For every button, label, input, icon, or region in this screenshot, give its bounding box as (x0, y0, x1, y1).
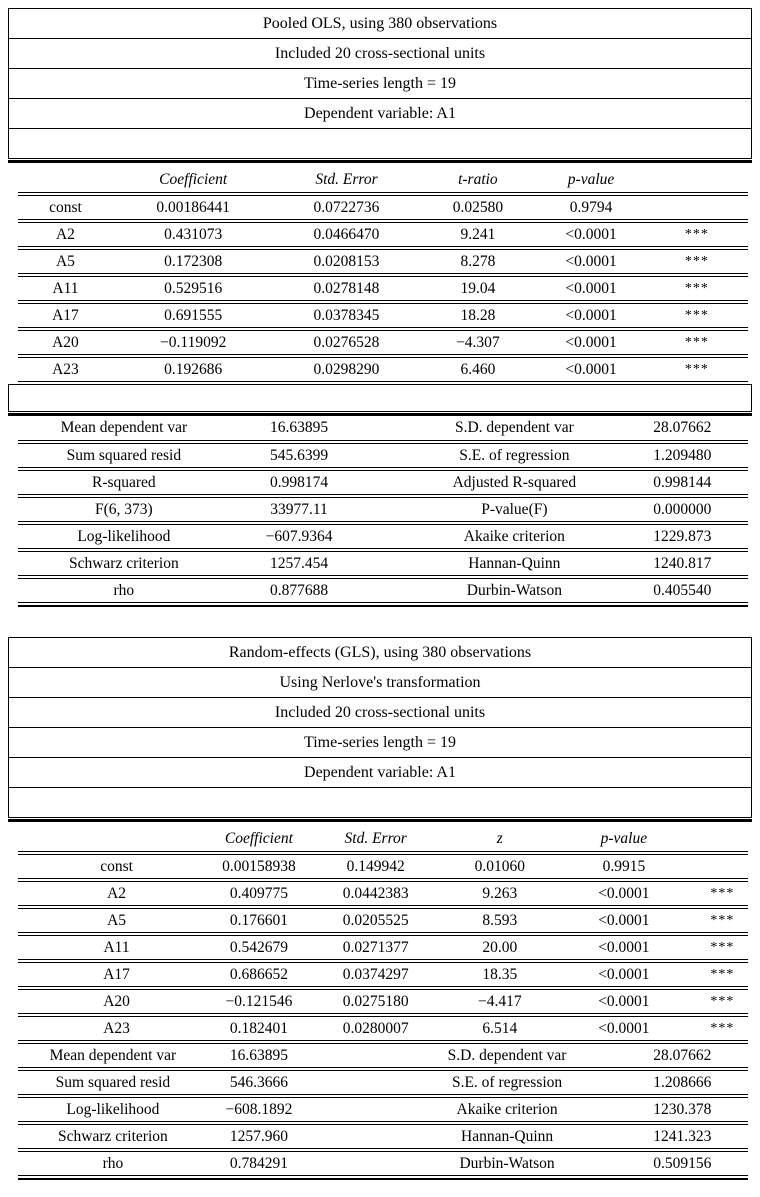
table-row (18, 222, 748, 247)
coefficient-value: 0.00186441 (156, 198, 230, 216)
stat-value: 546.3666 (229, 1073, 288, 1091)
p-value: <0.0001 (598, 965, 650, 983)
table-row (18, 249, 748, 274)
table-row (18, 989, 748, 1014)
model2-title: Random-effects (GLS), using 380 observations (9, 638, 751, 668)
std-error-value: 0.0466470 (313, 225, 380, 243)
significance-stars: *** (710, 912, 735, 928)
stat-value: 0.998174 (269, 473, 329, 491)
std-error-value: 0.0208153 (313, 252, 380, 270)
variable-name: const (49, 198, 82, 216)
stat-value: 1.209480 (653, 446, 712, 464)
stat-label: Sum squared resid (66, 446, 182, 464)
stat-value: 0.405540 (653, 581, 712, 599)
model2-section (0, 637, 760, 1180)
stats-row (18, 443, 748, 468)
significance-stars: *** (684, 361, 709, 377)
column-header-std-error: Std. Error (315, 171, 378, 188)
table-row (18, 330, 748, 355)
z-value: 18.35 (482, 965, 518, 983)
significance-stars: *** (684, 253, 709, 269)
significance-stars: *** (710, 993, 735, 1009)
stat-label: Akaike criterion (463, 527, 565, 545)
stat-value: 0.509156 (653, 1154, 712, 1172)
stat-value: 545.6399 (269, 446, 329, 464)
z-value: −4.417 (477, 992, 522, 1010)
significance-stars: *** (710, 1020, 735, 1036)
table-row (18, 303, 748, 328)
variable-name: A2 (55, 225, 75, 243)
model1-title: Pooled OLS, using 380 observations (9, 9, 751, 39)
empty-row (9, 788, 751, 817)
stat-label: Hannan-Quinn (461, 1127, 554, 1145)
std-error-value: 0.0205525 (342, 911, 409, 929)
stat-label: Schwarz criterion (68, 554, 179, 572)
std-error-value: 0.0722736 (313, 198, 380, 216)
stat-label: Log-likelihood (77, 527, 171, 545)
variable-name: A11 (52, 279, 79, 297)
coefficient-value: 0.529516 (164, 279, 223, 297)
stat-label: R-squared (91, 473, 156, 491)
t-ratio-value: 9.241 (460, 225, 496, 243)
model1-cross-sections: Included 20 cross-sectional units (9, 39, 751, 69)
std-error-value: 0.0278148 (313, 279, 380, 297)
column-header-coefficient: Coefficient (224, 830, 293, 847)
stat-value: 1240.817 (653, 554, 712, 572)
model1-timeseries-length: Time-series length = 19 (9, 69, 751, 99)
stat-label: Durbin-Watson (459, 1154, 555, 1172)
table-end-rule (18, 1178, 748, 1180)
stats-row (18, 1043, 748, 1068)
p-value: <0.0001 (598, 911, 650, 929)
stat-value: 1257.454 (269, 554, 329, 572)
column-header-p-value: p-value (600, 830, 648, 847)
p-value: <0.0001 (598, 992, 650, 1010)
stats-row (18, 1124, 748, 1149)
table-end-rule (18, 605, 748, 607)
p-value: 0.9794 (569, 198, 613, 216)
model1-coefficient-table (18, 168, 748, 382)
stats-row (18, 578, 748, 603)
table-row (18, 1016, 748, 1041)
stat-value: 16.63895 (229, 1046, 288, 1064)
table-row (18, 881, 748, 906)
stats-row (18, 416, 748, 441)
coefficient-value: 0.00158938 (222, 857, 296, 875)
t-ratio-value: −4.307 (456, 333, 500, 351)
variable-name: A23 (52, 360, 79, 378)
stat-label: Hannan-Quinn (468, 554, 561, 572)
variable-name: A2 (107, 884, 127, 902)
column-header-t-ratio: t-ratio (458, 171, 498, 188)
std-error-value: 0.0374297 (342, 965, 409, 983)
std-error-value: 0.0298290 (313, 360, 380, 378)
variable-name: A17 (52, 306, 79, 324)
table-row (18, 854, 748, 879)
coefficient-value: −0.119092 (160, 333, 227, 351)
coefficient-value: 0.686652 (229, 965, 288, 983)
stat-label: Mean dependent var (60, 419, 188, 436)
model1-header-box (8, 8, 752, 159)
stat-label: rho (113, 581, 135, 599)
stat-label: Log-likelihood (66, 1100, 160, 1118)
t-ratio-value: 0.02580 (452, 198, 504, 216)
stat-value: −608.1892 (225, 1100, 293, 1118)
column-header-row (18, 168, 748, 193)
variable-name: A20 (52, 333, 79, 351)
significance-stars: *** (684, 334, 709, 350)
significance-stars: *** (710, 939, 735, 955)
t-ratio-value: 6.460 (460, 360, 496, 378)
stat-value: 0.877688 (269, 581, 329, 599)
variable-name: A5 (107, 911, 127, 929)
significance-stars: *** (710, 885, 735, 901)
t-ratio-value: 18.28 (460, 306, 496, 324)
p-value: 0.9915 (602, 857, 646, 875)
stat-label: Akaike criterion (456, 1100, 558, 1118)
model2-timeseries-length: Time-series length = 19 (9, 728, 751, 758)
column-header-z: z (496, 830, 503, 847)
std-error-value: 0.149942 (346, 857, 405, 875)
stat-label: Adjusted R-squared (452, 473, 577, 491)
coefficient-value: 0.409775 (229, 884, 288, 902)
std-error-value: 0.0271377 (342, 938, 409, 956)
stats-row (18, 551, 748, 576)
stat-value: 0.998144 (653, 473, 712, 491)
section-divider (8, 819, 752, 822)
std-error-value: 0.0442383 (342, 884, 409, 902)
z-value: 6.514 (482, 1019, 518, 1037)
column-header-row (18, 827, 748, 852)
coefficient-value: 0.182401 (229, 1019, 288, 1037)
p-value: <0.0001 (565, 306, 617, 324)
stat-value: 0.784291 (229, 1154, 288, 1172)
stats-row (18, 524, 748, 549)
model2-cross-sections: Included 20 cross-sectional units (9, 698, 751, 728)
stat-label: P-value(F) (481, 500, 548, 518)
variable-name: A23 (103, 1019, 130, 1037)
model2-transformation: Using Nerlove's transformation (9, 668, 751, 698)
stat-label: Durbin-Watson (466, 581, 562, 599)
p-value: <0.0001 (565, 360, 617, 378)
stats-row (18, 1097, 748, 1122)
coefficient-value: 0.691555 (164, 306, 223, 324)
z-value: 20.00 (482, 938, 518, 956)
empty-row (9, 129, 751, 158)
stats-row (18, 1151, 748, 1176)
significance-stars: *** (684, 307, 709, 323)
stat-label: rho (102, 1154, 124, 1172)
p-value: <0.0001 (598, 884, 650, 902)
model2-coefficient-table (18, 827, 748, 1041)
empty-box-row (8, 384, 752, 412)
column-header-p-value: p-value (567, 171, 615, 188)
p-value: <0.0001 (598, 938, 650, 956)
t-ratio-value: 8.278 (460, 252, 496, 270)
p-value: <0.0001 (565, 252, 617, 270)
stat-value: 16.63895 (269, 419, 329, 436)
coefficient-value: 0.542679 (229, 938, 288, 956)
table-row (18, 276, 748, 301)
stat-label: F(6, 373) (94, 500, 153, 518)
t-ratio-value: 19.04 (460, 279, 496, 297)
z-value: 9.263 (482, 884, 518, 902)
stat-value: 1229.873 (653, 527, 712, 545)
model2-dependent-variable: Dependent variable: A1 (9, 758, 751, 788)
variable-name: A17 (103, 965, 130, 983)
stat-value: −607.9364 (265, 527, 333, 545)
column-header-std-error: Std. Error (344, 830, 407, 847)
stat-label: Sum squared resid (55, 1073, 171, 1091)
significance-stars: *** (684, 280, 709, 296)
stats-row (18, 1070, 748, 1095)
stat-label: S.E. of regression (451, 1073, 563, 1091)
table-row (18, 935, 748, 960)
std-error-value: 0.0280007 (342, 1019, 409, 1037)
variable-name: A5 (55, 252, 75, 270)
significance-stars: *** (684, 226, 709, 242)
table-row (18, 908, 748, 933)
coefficient-value: 0.176601 (229, 911, 288, 929)
stat-value: 1.208666 (653, 1073, 712, 1091)
z-value: 0.01060 (474, 857, 525, 875)
z-value: 8.593 (482, 911, 518, 929)
model2-stats-table (18, 1043, 748, 1180)
stats-row (18, 470, 748, 495)
column-header-coefficient: Coefficient (159, 171, 228, 188)
stat-value: 1257.960 (229, 1127, 288, 1145)
variable-name: A20 (103, 992, 130, 1010)
std-error-value: 0.0275180 (342, 992, 409, 1010)
p-value: <0.0001 (565, 279, 617, 297)
stat-label: S.D. dependent var (447, 1046, 567, 1064)
coefficient-value: 0.192686 (164, 360, 223, 378)
stat-value: 0.000000 (653, 500, 712, 518)
stat-value: 1230.378 (653, 1100, 712, 1118)
p-value: <0.0001 (565, 225, 617, 243)
p-value: <0.0001 (565, 333, 617, 351)
model2-header-box (8, 637, 752, 818)
stat-value: 28.07662 (653, 419, 712, 436)
std-error-value: 0.0378345 (313, 306, 380, 324)
model1-stats-table (18, 416, 748, 607)
p-value: <0.0001 (598, 1019, 650, 1037)
table-row (18, 357, 748, 382)
stat-value: 28.07662 (653, 1046, 712, 1064)
model1-dependent-variable: Dependent variable: A1 (9, 99, 751, 129)
stats-row (18, 497, 748, 522)
stat-label: Schwarz criterion (58, 1127, 168, 1145)
significance-stars: *** (710, 966, 735, 982)
stat-label: S.E. of regression (459, 446, 570, 464)
variable-name: A11 (103, 938, 130, 956)
variable-name: const (100, 857, 133, 875)
table-row (18, 962, 748, 987)
stat-label: Mean dependent var (49, 1046, 177, 1064)
section-divider (8, 160, 752, 163)
stat-value: 1241.323 (653, 1127, 712, 1145)
coefficient-value: 0.431073 (164, 225, 223, 243)
std-error-value: 0.0276528 (313, 333, 380, 351)
stat-label: S.D. dependent var (454, 419, 574, 436)
stat-value: 33977.11 (270, 500, 328, 518)
coefficient-value: −0.121546 (225, 992, 293, 1010)
coefficient-value: 0.172308 (164, 252, 223, 270)
table-row (18, 195, 748, 220)
